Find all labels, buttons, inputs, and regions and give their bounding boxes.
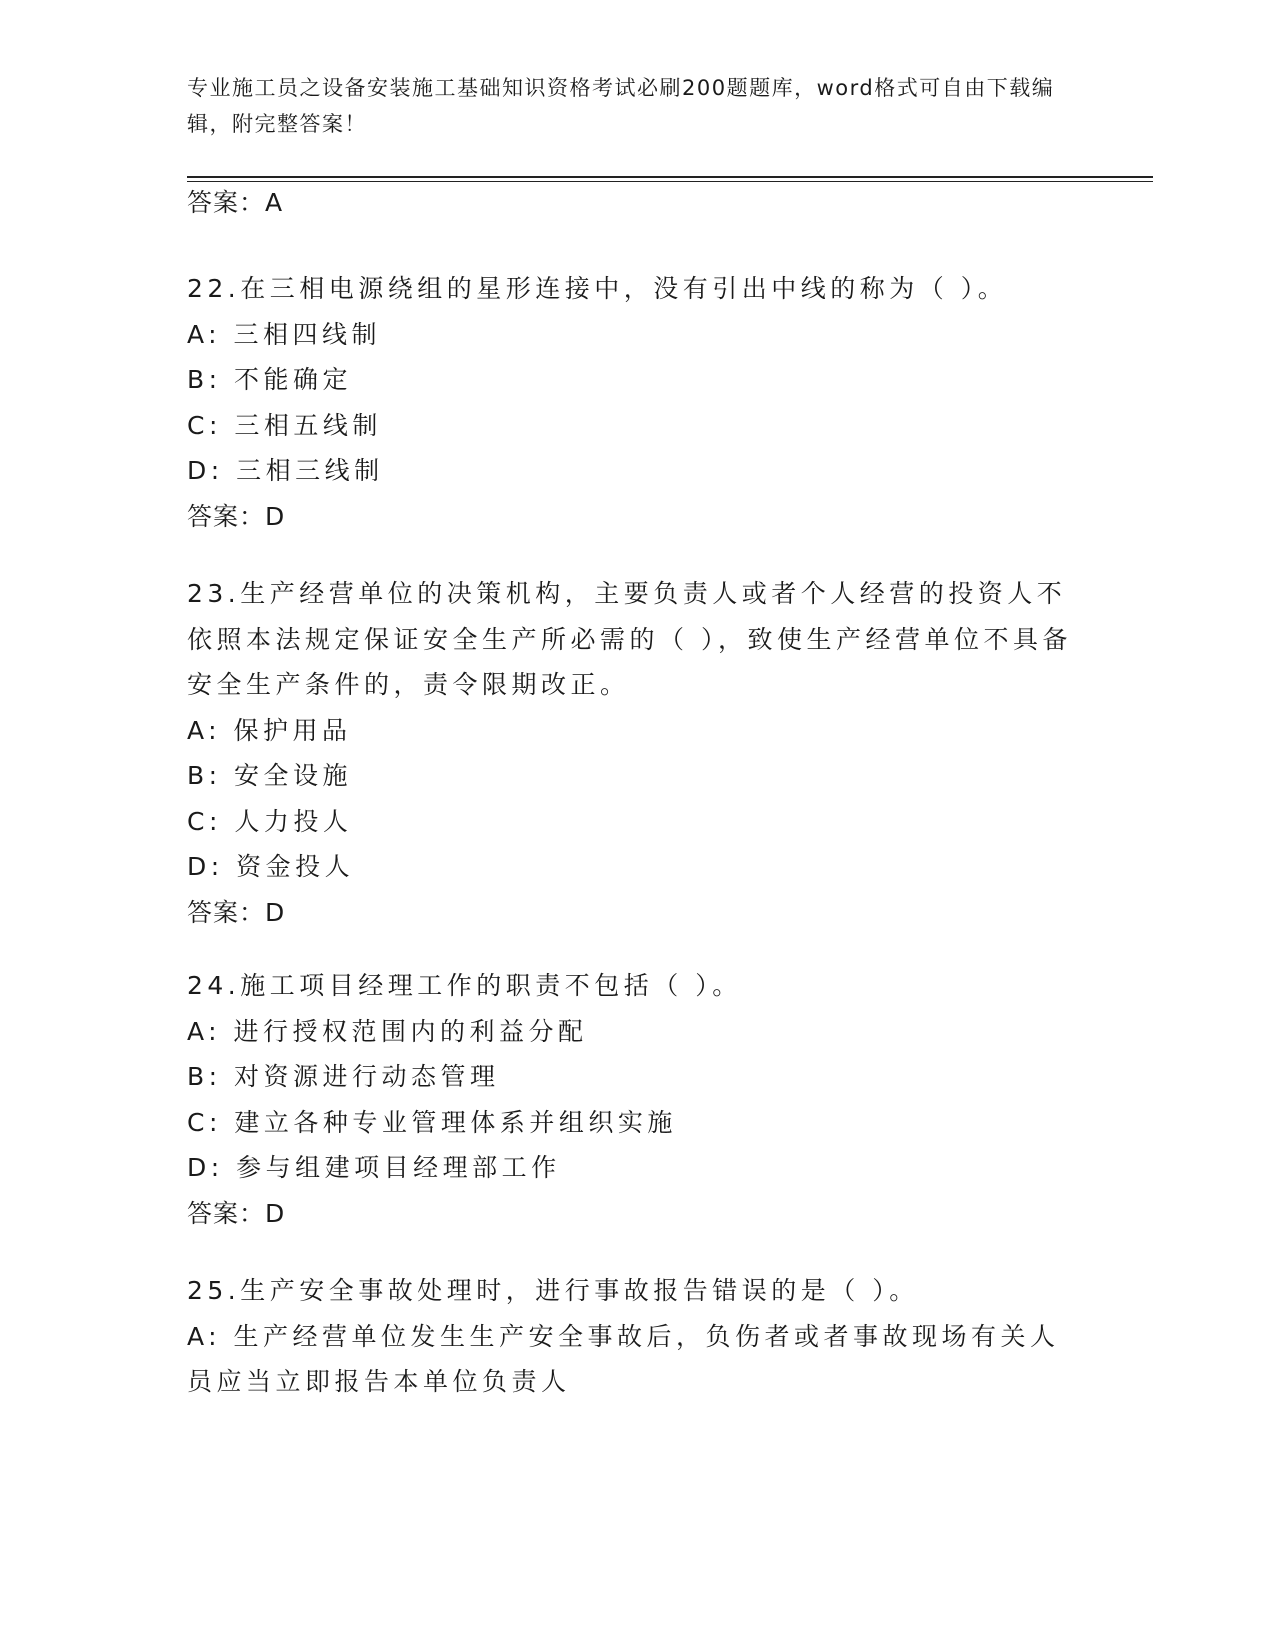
question-stem: 25.生产安全事故处理时，进行事故报告错误的是（ ）。: [187, 1276, 919, 1305]
question-stem: 23.生产经营单位的决策机构，主要负责人或者个人经营的投资人不依照本法规定保证安全生产所必需的（ ），致使生产经营单位不具备安全生产条件的，责令限期改正。: [187, 579, 1072, 699]
option-b: B: 安全设施: [187, 761, 353, 790]
option-a: A: 保护用品: [187, 715, 352, 745]
option-a: A: 三相四线制: [187, 319, 382, 349]
answer-line: 答案：D: [187, 1198, 286, 1228]
question-stem: 24.施工项目经理工作的职责不包括（ ）。: [187, 971, 742, 1000]
option-c: C: 建立各种专业管理体系并组织实施: [187, 1107, 677, 1137]
option-c: C: 人力投人: [187, 806, 353, 836]
option-d: D: 资金投人: [187, 852, 355, 881]
question-24: [187, 963, 1137, 1236]
option-d: D: 三相三线制: [187, 456, 384, 485]
question-23: [187, 571, 1137, 935]
option-b: B: 对资源进行动态管理: [187, 1062, 500, 1091]
prev-answer-block: [187, 180, 1137, 225]
option-b: B: 不能确定: [187, 365, 353, 394]
question-stem: 22.在三相电源绕组的星形连接中，没有引出中线的称为（ ）。: [187, 274, 1008, 303]
option-d: D: 参与组建项目经理部工作: [187, 1153, 561, 1182]
question-25: [187, 1268, 1137, 1405]
answer-line: 答案：D: [187, 897, 286, 927]
option-a: A: 生产经营单位发生生产安全事故后，负伤者或者事故现场有关人员应当立即报告本单位负责人: [187, 1321, 1060, 1396]
document-header: 专业施工员之设备安装施工基础知识资格考试必刷200题题库，word格式可自由下载编辑，附完整答案！: [187, 76, 1055, 136]
option-a: A: 进行授权范围内的利益分配: [187, 1016, 588, 1046]
option-c: C: 三相五线制: [187, 410, 382, 440]
answer-line: 答案：A: [187, 188, 284, 217]
question-22: [187, 266, 1137, 539]
answer-line: 答案：D: [187, 501, 286, 531]
